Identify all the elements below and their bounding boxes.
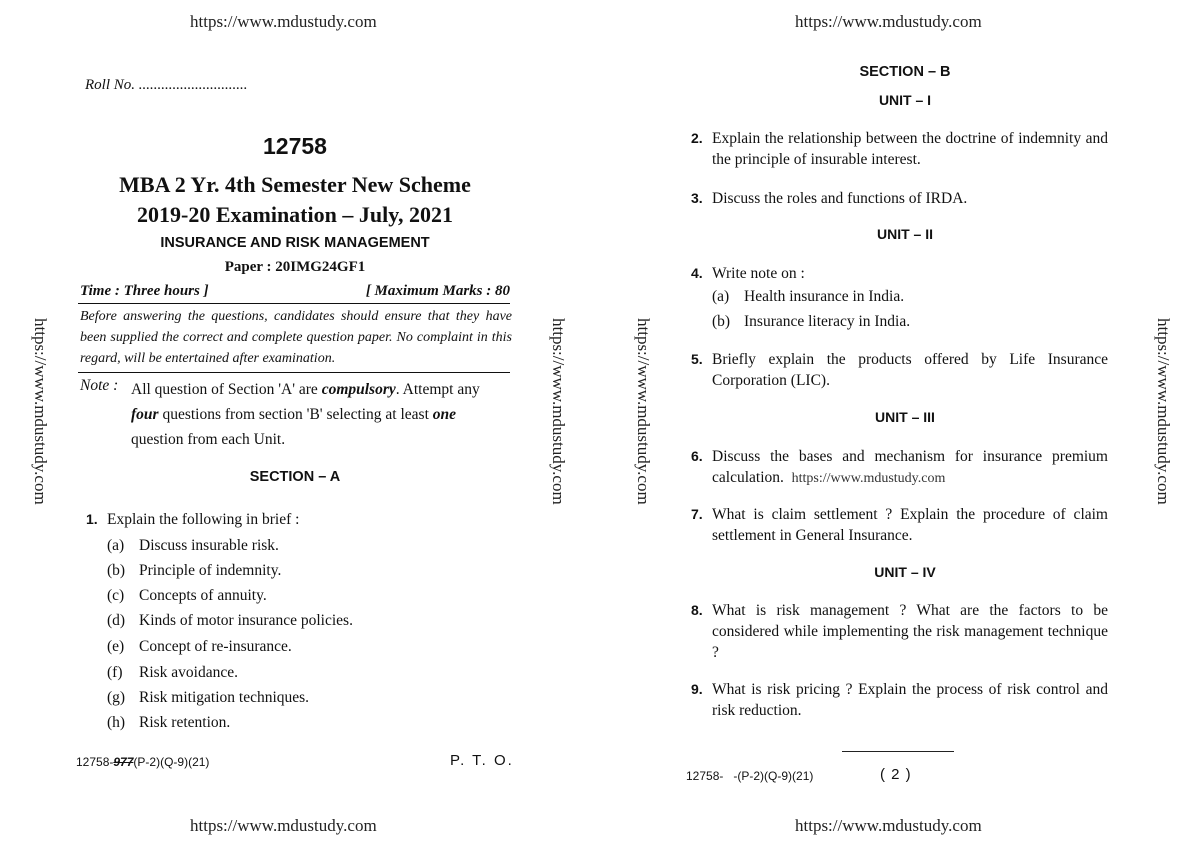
exam-title-line1: MBA 2 Yr. 4th Semester New Scheme — [119, 172, 471, 197]
section-a-heading: SECTION – A — [249, 469, 341, 485]
paper-code: 12758 — [263, 133, 327, 159]
watermark-vertical-center-right: https://www.mdustudy.com — [634, 318, 653, 505]
q4-item-a: Health insurance in India. — [744, 288, 905, 305]
max-marks: [ Maximum Marks : 80 — [365, 283, 510, 299]
watermark-top-right: https://www.mdustudy.com — [795, 12, 982, 31]
q1-item-b-label: (b) — [107, 562, 126, 579]
q1-item-d-label: (d) — [107, 612, 126, 629]
q1-item-g: Risk mitigation techniques. — [139, 689, 310, 706]
watermark-bottom-right: https://www.mdustudy.com — [795, 816, 982, 835]
q1-item-e-label: (e) — [107, 638, 125, 655]
question-4: 4. Write note on : — [691, 265, 805, 282]
q4-item-b-label: (b) — [712, 313, 731, 330]
q1-item-f-label: (f) — [107, 664, 123, 681]
q1-item-c: Concepts of annuity. — [139, 587, 267, 604]
subject-title: INSURANCE AND RISK MANAGEMENT — [160, 235, 430, 251]
q6-inline-watermark: https://www.mdustudy.com — [791, 471, 946, 486]
roll-no: Roll No. ............................. — [85, 77, 248, 93]
note-text: All question of Section 'A' are compulsory. Attempt any four questions from section 'B' selecting at least one question from each Unit. — [131, 381, 480, 448]
question-3: 3. Discuss the roles and functions of IRDA. — [691, 190, 968, 207]
watermark-vertical-far-right: https://www.mdustudy.com — [1154, 318, 1173, 505]
unit-2-heading: UNIT – II — [876, 226, 933, 242]
pto-label: P. T. O. — [450, 752, 514, 769]
question-6: 6. Discuss the bases and mechanism for insurance premium calculation. https://www.mdustudy.com — [691, 448, 1108, 486]
q1-item-a: Discuss insurable risk. — [139, 537, 279, 554]
q1-item-g-label: (g) — [107, 689, 126, 706]
unit-4-heading: UNIT – IV — [874, 564, 936, 580]
q1-item-h: Risk retention. — [139, 714, 231, 731]
watermark-bottom-left: https://www.mdustudy.com — [190, 816, 377, 835]
q4-item-a-label: (a) — [712, 288, 730, 305]
end-rule — [842, 751, 954, 752]
instruction-divider — [78, 372, 510, 373]
q1-item-h-label: (h) — [107, 714, 126, 731]
question-5: 5. Briefly explain the products offered by Life Insurance Corporation (LIC). — [691, 351, 1108, 389]
q1-item-b: Principle of indemnity. — [139, 562, 282, 579]
question-9: 9. What is risk pricing ? Explain the process of risk control and risk reduction. — [691, 681, 1108, 719]
page-number: ( 2 ) — [880, 766, 912, 783]
instruction-text: Before answering the questions, candidates should ensure that they have been supplied the correct and complete question paper. No complaint in this regard, will be entertained after examination. — [80, 309, 512, 366]
q1-item-e: Concept of re-insurance. — [139, 638, 292, 655]
section-b-heading: SECTION – B — [859, 64, 951, 80]
paper-number: Paper : 20IMG24GF1 — [224, 259, 366, 275]
q1-item-c-label: (c) — [107, 587, 125, 604]
watermark-top-left: https://www.mdustudy.com — [190, 12, 377, 31]
question-8: 8. What is risk management ? What are the factors to be considered while implementing the risk management technique ? — [691, 602, 1108, 661]
unit-1-heading: UNIT – I — [878, 92, 932, 108]
q1-item-a-label: (a) — [107, 537, 125, 554]
watermark-vertical-far-left: https://www.mdustudy.com — [31, 318, 50, 505]
left-footer-code: 12758-977(P-2)(Q-9)(21) — [76, 755, 210, 769]
unit-3-heading: UNIT – III — [875, 409, 935, 425]
question-7: 7. What is claim settlement ? Explain the procedure of claim settlement in General Insurance. — [691, 506, 1108, 544]
note-label: Note : — [80, 377, 119, 394]
question-2: 2. Explain the relationship between the doctrine of indemnity and the principle of insurable interest. — [691, 130, 1108, 168]
q4-item-b: Insurance literacy in India. — [744, 313, 911, 330]
q1-number: 1. — [86, 511, 98, 527]
watermark-vertical-center-left: https://www.mdustudy.com — [549, 318, 568, 505]
q1-item-f: Risk avoidance. — [139, 664, 239, 681]
q1-item-d: Kinds of motor insurance policies. — [139, 612, 353, 629]
time-label: Time : Three hours ] — [80, 283, 209, 299]
header-divider — [78, 303, 510, 304]
exam-title-line2: 2019-20 Examination – July, 2021 — [137, 202, 453, 227]
q1-text: Explain the following in brief : — [107, 511, 300, 528]
right-footer-code: 12758- -(P-2)(Q-9)(21) — [686, 769, 814, 783]
